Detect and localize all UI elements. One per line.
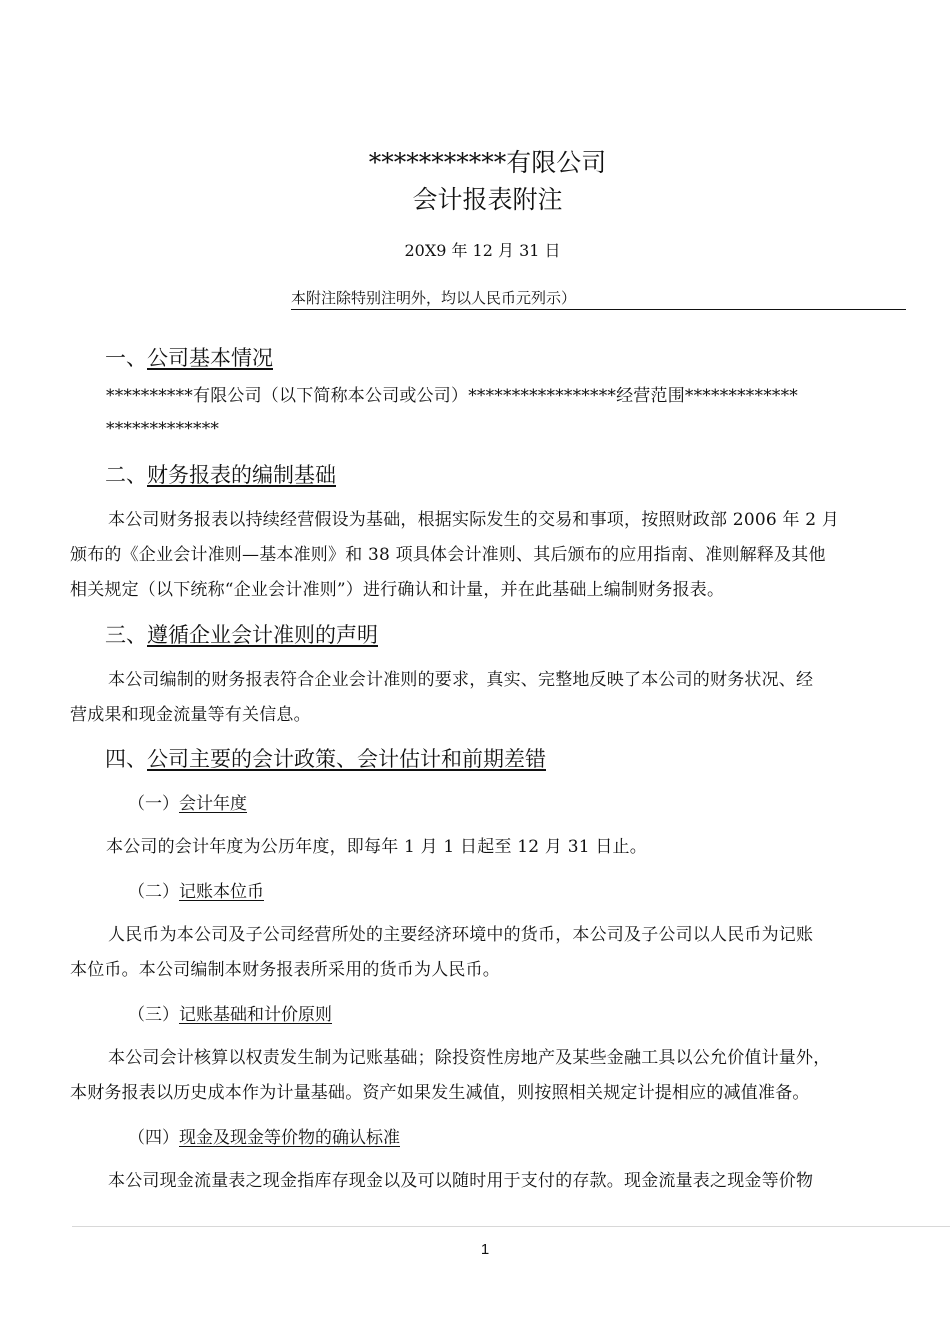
- paragraph-line: 营成果和现金流量等有关信息。: [70, 705, 311, 725]
- document-title: 会计报表附注: [412, 185, 563, 214]
- currency-note: 本附注除特别注明外，均以人民币元列示）: [291, 287, 906, 310]
- subsection-number: （二）: [128, 882, 179, 902]
- section-heading-3: [105, 619, 378, 649]
- section-heading-4: [105, 743, 546, 773]
- paragraph-line: 人民币为本公司及子公司经营所处的主要经济环境中的货币，本公司及子公司以人民币为记账: [108, 925, 814, 945]
- section-number: 二、: [105, 463, 147, 487]
- subsection-number: （三）: [128, 1005, 179, 1025]
- subsection-number: （一）: [128, 794, 179, 814]
- company-title: ***********有限公司: [368, 148, 607, 177]
- section-number: 三、: [105, 623, 147, 647]
- paragraph-line: *************: [106, 419, 220, 439]
- section-title: 财务报表的编制基础: [147, 463, 336, 487]
- paragraph-line: 本公司会计核算以权责发生制为记账基础；除投资性房地产及某些金融工具以公允价值计量外，: [108, 1048, 831, 1068]
- subsection-title: 记账本位币: [179, 882, 264, 902]
- subsection-number: （四）: [128, 1128, 179, 1148]
- page-number: 1: [480, 1241, 490, 1258]
- paragraph-line: 本公司编制的财务报表符合企业会计准则的要求，真实、完整地反映了本公司的财务状况、经: [108, 670, 814, 690]
- section-heading-1: [105, 342, 273, 372]
- section-number: 一、: [105, 346, 147, 370]
- report-date: 20X9 年 12 月 31 日: [404, 241, 561, 260]
- subsection-heading-3: [128, 1000, 332, 1025]
- subsection-title: 现金及现金等价物的确认标准: [179, 1128, 400, 1148]
- section-title: 公司基本情况: [147, 346, 273, 370]
- paragraph-line: 颁布的《企业会计准则—基本准则》和 38 项具体会计准则、其后颁布的应用指南、准则解释及其他: [70, 545, 826, 565]
- subsection-title: 会计年度: [179, 794, 247, 814]
- section-title: 公司主要的会计政策、会计估计和前期差错: [147, 747, 546, 771]
- subsection-title: 记账基础和计价原则: [179, 1005, 332, 1025]
- paragraph-line: **********有限公司（以下简称本公司或公司）*****************经营范围*************: [106, 386, 798, 406]
- footer-divider: [72, 1226, 950, 1227]
- paragraph-line: 本财务报表以历史成本作为计量基础。资产如果发生减值，则按照相关规定计提相应的减值准备。: [70, 1083, 810, 1103]
- paragraph-line: 本公司的会计年度为公历年度，即每年 1 月 1 日起至 12 月 31 日止。: [106, 837, 647, 857]
- paragraph-line: 本公司现金流量表之现金指库存现金以及可以随时用于支付的存款。现金流量表之现金等价物: [108, 1171, 814, 1191]
- paragraph-line: 相关规定（以下统称“企业会计准则”）进行确认和计量，并在此基础上编制财务报表。: [70, 580, 725, 600]
- subsection-heading-2: [128, 877, 264, 902]
- section-number: 四、: [105, 747, 147, 771]
- section-heading-2: [105, 459, 336, 489]
- subsection-heading-1: [128, 789, 247, 814]
- paragraph-line: 本公司财务报表以持续经营假设为基础，根据实际发生的交易和事项，按照财政部 2006 年 2 月: [108, 510, 840, 530]
- paragraph-line: 本位币。本公司编制本财务报表所采用的货币为人民币。: [70, 960, 500, 980]
- subsection-heading-4: [128, 1123, 400, 1148]
- section-title: 遵循企业会计准则的声明: [147, 623, 378, 647]
